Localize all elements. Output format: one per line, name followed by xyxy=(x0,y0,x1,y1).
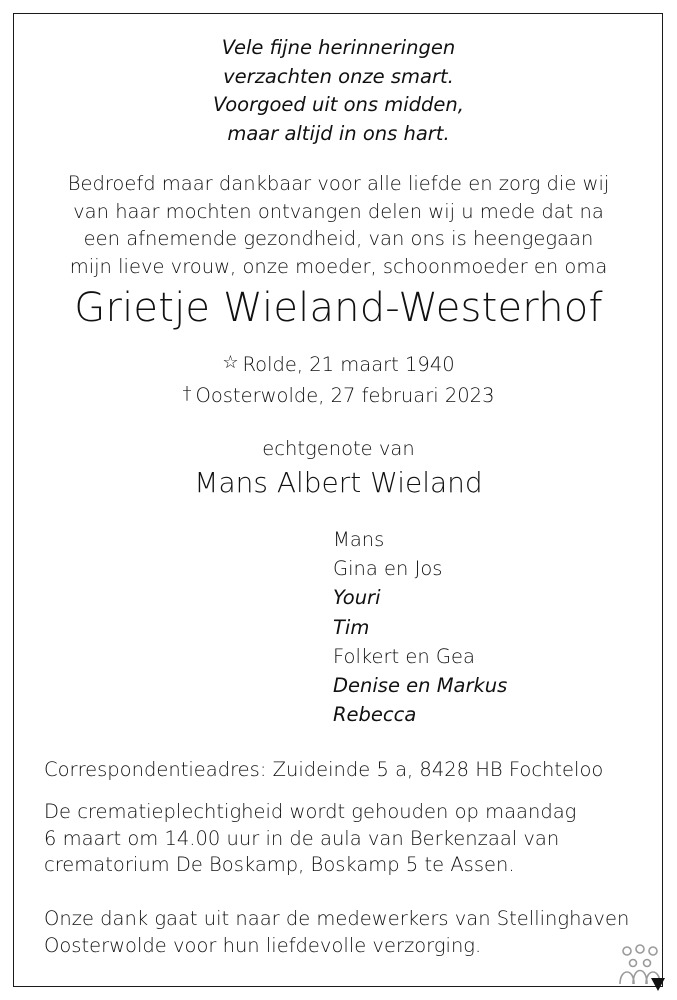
poem-line: verzachten onze smart. xyxy=(223,64,454,88)
intro-line: van haar mochten ontvangen delen wij u mede dat na xyxy=(73,199,604,223)
intro-line: mijn lieve vrouw, onze moeder, schoonmoeder en oma xyxy=(69,254,608,278)
death-line xyxy=(0,381,677,412)
intro-line: Bedroefd maar dankbaar voor alle liefde en zorg die wij xyxy=(67,172,610,195)
spouse-label: echtgenote van xyxy=(262,437,415,460)
spouse-name: Mans Albert Wieland xyxy=(194,466,483,499)
cross-icon: † xyxy=(182,383,192,404)
cremation-line: De crematieplechtigheid wordt gehouden op maandag xyxy=(44,800,577,823)
life-dates xyxy=(0,350,677,412)
poem-line: Voorgoed uit ons midden, xyxy=(213,93,464,116)
family-member: Rebecca xyxy=(333,703,417,727)
family-member: Youri xyxy=(333,586,381,610)
cremation-line: 6 maart om 14.00 uur in de aula van Berkenzaal van xyxy=(44,826,560,850)
poem-line: Vele fijne herinneringen xyxy=(221,36,456,59)
poem-line: maar altijd in ons hart. xyxy=(227,121,450,145)
family-member: Folkert en Gea xyxy=(333,644,475,668)
family-member: Gina en Jos xyxy=(333,557,443,581)
deceased-name: Grietje Wieland-Westerhof xyxy=(74,285,603,331)
intro-text xyxy=(0,170,677,280)
intro-line: een afnemende gezondheid, van ons is heengegaan xyxy=(83,227,594,250)
poem xyxy=(0,34,677,148)
family-list xyxy=(333,525,507,729)
thanks-line: Oosterwolde voor hun liefdevolle verzorging. xyxy=(44,933,482,957)
thanks-text xyxy=(44,906,629,959)
birth-text: Rolde, 21 maart 1940 xyxy=(242,353,455,376)
family-member: Tim xyxy=(333,615,370,639)
cremation-line: crematorium De Boskamp, Boskamp 5 te Assen. xyxy=(44,853,515,876)
birth-line xyxy=(0,350,677,381)
family-member: Mans xyxy=(333,528,385,551)
triangle-down-icon[interactable] xyxy=(651,978,665,991)
cremation-info xyxy=(44,799,576,879)
family-member: Denise en Markus xyxy=(333,674,508,698)
death-text: Oosterwolde, 27 februari 2023 xyxy=(195,384,495,407)
correspondence-address: Correspondentieadres: Zuideinde 5 a, 8428 HB Fochteloo xyxy=(44,758,604,781)
star-icon: ☆ xyxy=(222,352,239,373)
thanks-line: Onze dank gaat uit naar de medewerkers van Stellinghaven xyxy=(44,907,630,930)
